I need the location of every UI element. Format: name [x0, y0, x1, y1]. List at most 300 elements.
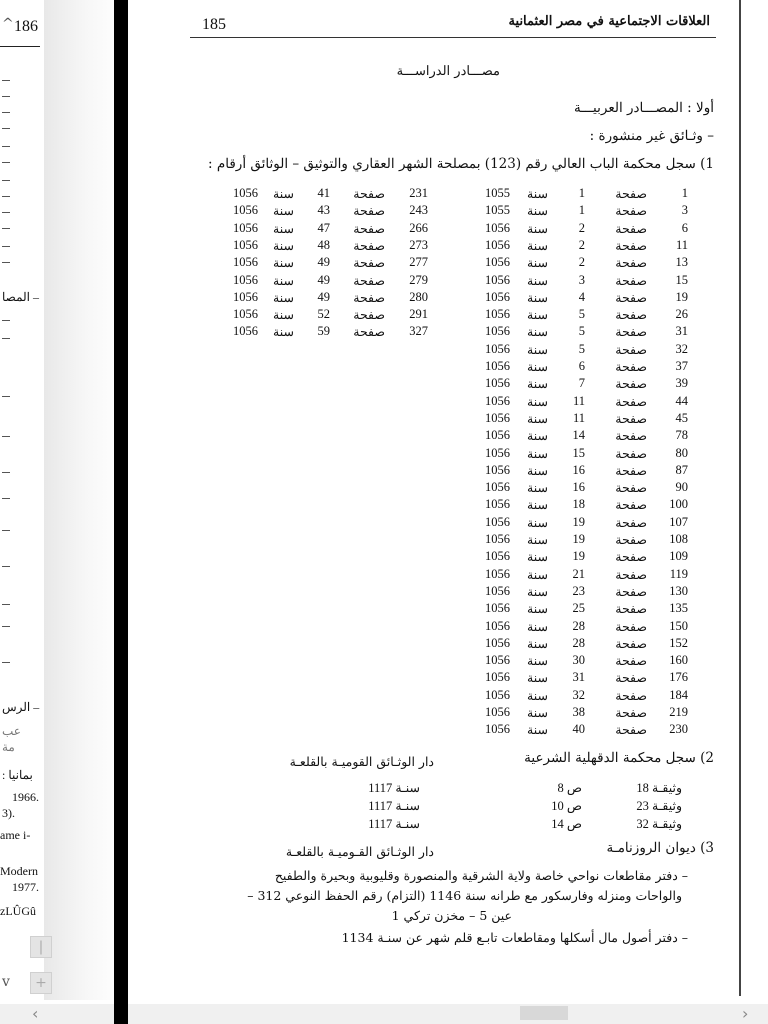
book-spine-bottom — [114, 996, 128, 1024]
table-row — [128, 359, 740, 376]
item-3-line: – دفتر أصول مال أسكلها ومقاطعات تابـع قلم شهر عن سنـة 1134 — [341, 930, 688, 945]
page-word: صفحة — [615, 256, 647, 271]
previous-page-fragment: عب — [2, 724, 21, 738]
year-word: سنة — [527, 429, 548, 444]
page-number-cell: 30 — [572, 653, 585, 668]
year-cell: 1056 — [485, 480, 510, 495]
table-row — [128, 463, 740, 480]
caret-up-icon: ^ — [2, 16, 14, 32]
year-word: سنة — [527, 256, 548, 271]
year-word: سنة — [527, 654, 548, 669]
doc-number: 31 — [675, 324, 688, 339]
year-word: سنة — [527, 308, 548, 323]
page-number-cell: 2 — [578, 255, 585, 270]
year-cell: 1056 — [485, 324, 510, 339]
doc-number: 32 — [675, 341, 688, 356]
year-cell: 1056 — [485, 237, 510, 252]
table-row — [128, 221, 740, 238]
year-cell: 1056 — [485, 220, 510, 235]
book-spine — [114, 0, 128, 1024]
heading-unpublished-documents: – وثـائق غير منشورة : — [589, 128, 714, 144]
doc-number: 78 — [675, 428, 688, 443]
previous-page-line-mark — [2, 662, 10, 663]
previous-page-fragment: zLÛGû — [0, 904, 36, 918]
year-word: سنة — [527, 533, 548, 547]
year-word: سنة — [273, 273, 294, 288]
doc-number: 109 — [669, 549, 688, 564]
page-number-cell: 18 — [572, 497, 585, 512]
scroll-left-icon[interactable]: ‹ — [32, 1004, 39, 1023]
page-number-cell: 28 — [572, 618, 585, 633]
year-cell: 1056 — [233, 307, 258, 322]
year-cell: 1056 — [233, 255, 258, 270]
page-word: صفحة — [353, 204, 385, 219]
previous-page-line-mark — [2, 498, 10, 499]
doc-number: 19 — [675, 289, 688, 304]
table-row — [128, 705, 740, 722]
year-cell: 1056 — [485, 670, 510, 685]
year-cell: 1056 — [485, 566, 510, 581]
page-word: صفحة — [615, 602, 647, 617]
previous-page-fragment: Modern — [0, 864, 38, 878]
previous-page-line-mark — [2, 472, 10, 473]
year-word: سنة — [527, 360, 548, 374]
doc-number: 6 — [681, 220, 688, 235]
year-cell: 1056 — [485, 359, 510, 373]
horizontal-scroll-thumb[interactable] — [520, 1006, 568, 1020]
page-word: صفحة — [615, 723, 647, 738]
doc-number: 11 — [675, 237, 688, 252]
page-number-cell: 16 — [572, 462, 585, 477]
page-word: صفحة — [615, 273, 647, 288]
doc-number: 13 — [675, 255, 688, 270]
page-word: صفحة — [615, 204, 647, 219]
table-row — [128, 273, 740, 290]
year-word: سنة — [527, 688, 548, 703]
year-word: سنة — [273, 221, 294, 236]
page-word: صفحة — [615, 636, 647, 651]
year-cell: 1056 — [485, 722, 510, 737]
page-word: صفحة — [615, 671, 647, 686]
previous-page-line-mark — [2, 262, 10, 263]
table-row — [128, 653, 740, 670]
doc-number: 231 — [409, 186, 428, 200]
year-cell: 1056 — [233, 203, 258, 218]
page-word: صفحة — [615, 481, 647, 496]
doc-number: 45 — [675, 410, 688, 425]
page-number-cell: 49 — [317, 272, 330, 287]
page-gutter — [44, 0, 114, 1000]
page-number-cell: 48 — [317, 237, 330, 252]
previous-page-line-mark — [2, 320, 10, 321]
year-word: سنة — [527, 325, 548, 340]
caret-down-icon[interactable]: v — [2, 974, 10, 990]
table-row — [128, 549, 740, 566]
year-cell: 1056 — [233, 220, 258, 235]
previous-page-line-mark — [2, 338, 10, 339]
item-2-archive: دار الوثـائق القوميـة بالقلعـة — [289, 754, 434, 769]
page-word: صفحة — [353, 290, 385, 305]
page-number-cell: 28 — [572, 635, 585, 650]
doc-number: 80 — [675, 445, 688, 460]
doc-number: 39 — [675, 376, 688, 391]
doc-number: 108 — [669, 532, 688, 546]
doc-number: 280 — [409, 289, 428, 304]
year-cell: 1056 — [485, 653, 510, 668]
year-word: سنة — [527, 446, 548, 461]
page-word: صفحة — [353, 256, 385, 271]
year-cell: 1056 — [485, 497, 510, 512]
year-cell: 1056 — [485, 618, 510, 633]
page-number-cell: 2 — [578, 237, 585, 252]
page-number-cell: 21 — [572, 566, 585, 581]
page-edge-rule — [739, 0, 741, 996]
year-cell: 1056 — [485, 428, 510, 443]
doc-number: 87 — [675, 462, 688, 477]
page-word: صفحة — [353, 187, 385, 201]
year-word: سنة — [527, 498, 548, 513]
previous-page-line-mark — [2, 436, 10, 437]
page-number-cell: 16 — [572, 480, 585, 495]
previous-page-line-mark — [2, 626, 10, 627]
doc-number: 243 — [409, 203, 428, 218]
page-word: صفحة — [615, 567, 647, 582]
item-2-row: وثيقـة 32 ص 14 سنـة 1117 — [368, 817, 682, 831]
page-word: صفحة — [615, 342, 647, 357]
table-row — [128, 619, 740, 636]
page-number-cell: 52 — [317, 307, 330, 322]
table-row — [128, 186, 740, 203]
page-number-cell: 23 — [572, 583, 585, 598]
table-row — [128, 601, 740, 618]
page-number-cell: 5 — [578, 307, 585, 322]
page-number-cell: 19 — [572, 514, 585, 529]
page-number-cell: 5 — [578, 341, 585, 356]
item-3-line: والواحات ومنزله وفارسكور مع طرانه سنة 1146 (التزام) رقم الحفظ النوعي 312 – — [247, 888, 682, 903]
year-cell: 1056 — [485, 307, 510, 322]
page-number-cell: 14 — [572, 428, 585, 443]
page-word: صفحة — [615, 533, 647, 547]
year-word: سنة — [527, 619, 548, 634]
year-cell: 1056 — [485, 601, 510, 616]
page-word: صفحة — [615, 360, 647, 374]
table-row — [128, 497, 740, 514]
table-row — [128, 376, 740, 393]
page-word: صفحة — [615, 411, 647, 426]
page-number-cell: 6 — [578, 359, 585, 373]
previous-page-box-button[interactable]: | — [30, 936, 52, 958]
year-word: سنة — [527, 221, 548, 236]
year-word: سنة — [527, 515, 548, 530]
scroll-right-icon[interactable]: › — [742, 1004, 749, 1023]
previous-page-fragment: ame i- — [0, 828, 31, 842]
previous-page-fragment: 3). — [2, 806, 15, 820]
year-cell: 1056 — [233, 186, 258, 200]
doc-number: 273 — [409, 237, 428, 252]
page-number-cell: 32 — [572, 687, 585, 702]
page-number-cell: 38 — [572, 705, 585, 719]
page-word: صفحة — [615, 498, 647, 513]
previous-page-fragment: بمانيا : — [2, 768, 33, 782]
table-row — [128, 584, 740, 601]
doc-number: 26 — [675, 307, 688, 322]
page-number-cell: 2 — [578, 220, 585, 235]
page-word: صفحة — [615, 619, 647, 634]
previous-page-line-mark — [2, 530, 10, 531]
year-word: سنة — [527, 671, 548, 686]
previous-page-line-mark — [2, 212, 10, 213]
page-number-cell: 49 — [317, 255, 330, 270]
page-word: صفحة — [615, 463, 647, 478]
page-word: صفحة — [615, 584, 647, 599]
year-word: سنة — [527, 273, 548, 288]
previous-page-fragment: 1966. — [12, 790, 39, 804]
doc-number: 152 — [669, 635, 688, 650]
year-word: سنة — [527, 187, 548, 201]
table-row — [128, 203, 740, 220]
doc-number: 160 — [669, 653, 688, 668]
page-word: صفحة — [353, 273, 385, 288]
year-word: سنة — [273, 187, 294, 201]
item-1-title: 1) سجل محكمة الباب العالي رقم (123) بمصلحة الشهر العقاري والتوثيق – الوثائق أرقام : — [208, 156, 714, 172]
doc-number: 107 — [669, 514, 688, 529]
year-cell: 1055 — [485, 203, 510, 218]
year-cell: 1056 — [233, 237, 258, 252]
page-number-cell: 40 — [572, 722, 585, 737]
year-word: سنة — [527, 238, 548, 253]
page-number-cell: 41 — [317, 186, 330, 200]
page-number-cell: 47 — [317, 220, 330, 235]
document-page — [128, 0, 740, 996]
year-cell: 1056 — [485, 549, 510, 564]
year-word: سنة — [527, 584, 548, 599]
year-word: سنة — [273, 238, 294, 253]
item-3-line: عين 5 – مخزن تركي 1 — [391, 908, 512, 923]
page-word: صفحة — [615, 688, 647, 703]
page-number-cell: 3 — [578, 272, 585, 287]
year-word: سنة — [527, 204, 548, 219]
page-word: صفحة — [615, 187, 647, 201]
year-word: سنة — [527, 723, 548, 738]
item-3-line: – دفتر مقاطعات نواحي خاصة ولاية الشرقية والمنصورة وقليوبية وبحيرة والطفيح — [274, 868, 688, 883]
year-word: سنة — [527, 463, 548, 478]
page-word: صفحة — [615, 308, 647, 323]
page-word: صفحة — [353, 325, 385, 340]
year-word: سنة — [527, 411, 548, 426]
item-2-row: وثيقـة 23 ص 10 سنـة 1117 — [368, 799, 682, 813]
table-row — [128, 342, 740, 359]
page-word: صفحة — [615, 238, 647, 253]
year-cell: 1056 — [485, 445, 510, 460]
page-number-cell: 49 — [317, 289, 330, 304]
doc-number: 279 — [409, 272, 428, 287]
previous-page-line-mark — [2, 96, 10, 97]
previous-page-line-mark — [2, 146, 10, 147]
previous-page-line-mark — [2, 196, 10, 197]
page-word: صفحة — [615, 550, 647, 565]
year-word: سنة — [527, 342, 548, 357]
table-row — [128, 636, 740, 653]
doc-number: 184 — [669, 687, 688, 702]
item-2-title: 2) سجل محكمة الدقهلية الشرعية — [524, 750, 714, 766]
page-number-cell: 1 — [578, 203, 585, 218]
page-word: صفحة — [615, 377, 647, 392]
previous-page-line-mark — [2, 112, 10, 113]
year-cell: 1056 — [485, 393, 510, 408]
page-word: صفحة — [615, 290, 647, 305]
table-row — [128, 238, 740, 255]
page-word: صفحة — [353, 238, 385, 253]
page-number-cell: 59 — [317, 324, 330, 339]
previous-page-fragment: مة — [2, 740, 15, 754]
doc-number: 15 — [675, 272, 688, 287]
item-2-row: وثيقـة 18 ص 8 سنـة 1117 — [368, 781, 682, 795]
table-row — [128, 480, 740, 497]
previous-page-line-mark — [2, 566, 10, 567]
previous-page-line-mark — [2, 246, 10, 247]
doc-number: 37 — [675, 359, 688, 373]
table-row — [128, 428, 740, 445]
year-word: سنة — [527, 706, 548, 720]
doc-number: 150 — [669, 618, 688, 633]
year-cell: 1056 — [485, 635, 510, 650]
table-row — [128, 567, 740, 584]
doc-number: 135 — [669, 601, 688, 616]
previous-page-number: 186 — [14, 18, 38, 35]
year-cell: 1055 — [485, 186, 510, 200]
table-row — [128, 324, 740, 341]
doc-number: 176 — [669, 670, 688, 685]
year-cell: 1056 — [485, 705, 510, 719]
doc-number: 100 — [669, 497, 688, 512]
table-row — [128, 290, 740, 307]
doc-number: 277 — [409, 255, 428, 270]
doc-number: 230 — [669, 722, 688, 737]
doc-number: 119 — [669, 566, 688, 581]
header-rule — [190, 37, 716, 38]
page-number-cell: 31 — [572, 670, 585, 685]
page-number-cell: 1 — [578, 186, 585, 200]
doc-number: 90 — [675, 480, 688, 495]
page-number-cell: 7 — [578, 376, 585, 391]
table-row — [128, 307, 740, 324]
page-number-cell: 4 — [578, 289, 585, 304]
page-number-cell: 5 — [578, 324, 585, 339]
year-cell: 1056 — [233, 324, 258, 339]
previous-page-line-mark — [2, 228, 10, 229]
year-word: سنة — [527, 290, 548, 305]
year-cell: 1056 — [485, 583, 510, 598]
year-word: سنة — [527, 377, 548, 392]
page-word: صفحة — [615, 446, 647, 461]
section-title: مصـــادر الدراســـة — [396, 64, 500, 79]
page-word: صفحة — [615, 429, 647, 444]
doc-number: 291 — [409, 307, 428, 322]
doc-number: 327 — [409, 324, 428, 339]
year-word: سنة — [527, 602, 548, 617]
year-cell: 1056 — [485, 272, 510, 287]
table-row — [128, 688, 740, 705]
doc-number: 44 — [675, 393, 688, 408]
previous-page-header-rule — [0, 46, 40, 47]
page-word: صفحة — [353, 308, 385, 323]
page-word: صفحة — [615, 394, 647, 409]
page-word: صفحة — [615, 221, 647, 236]
year-cell: 1056 — [485, 255, 510, 270]
item-3-title: 3) ديوان الروزنامـة — [606, 840, 714, 856]
previous-page-fragment: – الرس — [2, 700, 40, 714]
table-row — [128, 394, 740, 411]
year-word: سنة — [527, 567, 548, 582]
year-cell: 1056 — [485, 289, 510, 304]
doc-number: 130 — [669, 583, 688, 598]
year-word: سنة — [527, 550, 548, 565]
year-cell: 1056 — [485, 341, 510, 356]
doc-number: 1 — [681, 186, 688, 200]
item-3-archive: دار الوثـائق القـوميـة بالقلعـة — [285, 844, 434, 859]
table-row — [128, 411, 740, 428]
page-number: 185 — [202, 16, 226, 33]
doc-number: 266 — [409, 220, 428, 235]
year-word: سنة — [273, 256, 294, 271]
table-row — [128, 255, 740, 272]
page-number-cell: 43 — [317, 203, 330, 218]
year-cell: 1056 — [233, 289, 258, 304]
page-word: صفحة — [615, 654, 647, 669]
year-cell: 1056 — [485, 532, 510, 546]
year-cell: 1056 — [485, 462, 510, 477]
year-word: سنة — [273, 308, 294, 323]
year-cell: 1056 — [485, 376, 510, 391]
previous-page-line-mark — [2, 180, 10, 181]
previous-page-line-mark — [2, 162, 10, 163]
year-cell: 1056 — [485, 687, 510, 702]
page-word: صفحة — [615, 515, 647, 530]
previous-page-fragment: – المصا — [2, 290, 39, 304]
year-word: سنة — [527, 394, 548, 409]
table-row — [128, 532, 740, 549]
year-cell: 1056 — [485, 410, 510, 425]
year-word: سنة — [273, 204, 294, 219]
year-word: سنة — [273, 325, 294, 340]
page-number-cell: 15 — [572, 445, 585, 460]
page-number-cell: 19 — [572, 549, 585, 564]
table-row — [128, 722, 740, 739]
year-cell: 1056 — [233, 272, 258, 287]
previous-page-line-mark — [2, 128, 10, 129]
page-word: صفحة — [615, 706, 647, 720]
heading-arabic-sources: أولا : المصـــادر العربيـــة — [573, 100, 714, 116]
page-number-cell: 25 — [572, 601, 585, 616]
previous-page-fragment: 1977. — [12, 880, 39, 894]
previous-page-line-mark — [2, 80, 10, 81]
table-row — [128, 446, 740, 463]
page-number-cell: 19 — [572, 532, 585, 546]
previous-page-line-mark — [2, 396, 10, 397]
page-number-cell: 11 — [572, 393, 585, 408]
table-row — [128, 670, 740, 687]
previous-page-line-mark — [2, 604, 10, 605]
year-word: سنة — [273, 290, 294, 305]
zoom-in-button[interactable]: + — [30, 972, 52, 994]
page-word: صفحة — [353, 221, 385, 236]
table-row — [128, 515, 740, 532]
page-number-cell: 11 — [572, 410, 585, 425]
running-header-title: العلاقات الاجتماعية في مصر العثمانية — [508, 14, 710, 29]
doc-number: 219 — [669, 705, 688, 719]
year-cell: 1056 — [485, 514, 510, 529]
doc-number: 3 — [681, 203, 688, 218]
